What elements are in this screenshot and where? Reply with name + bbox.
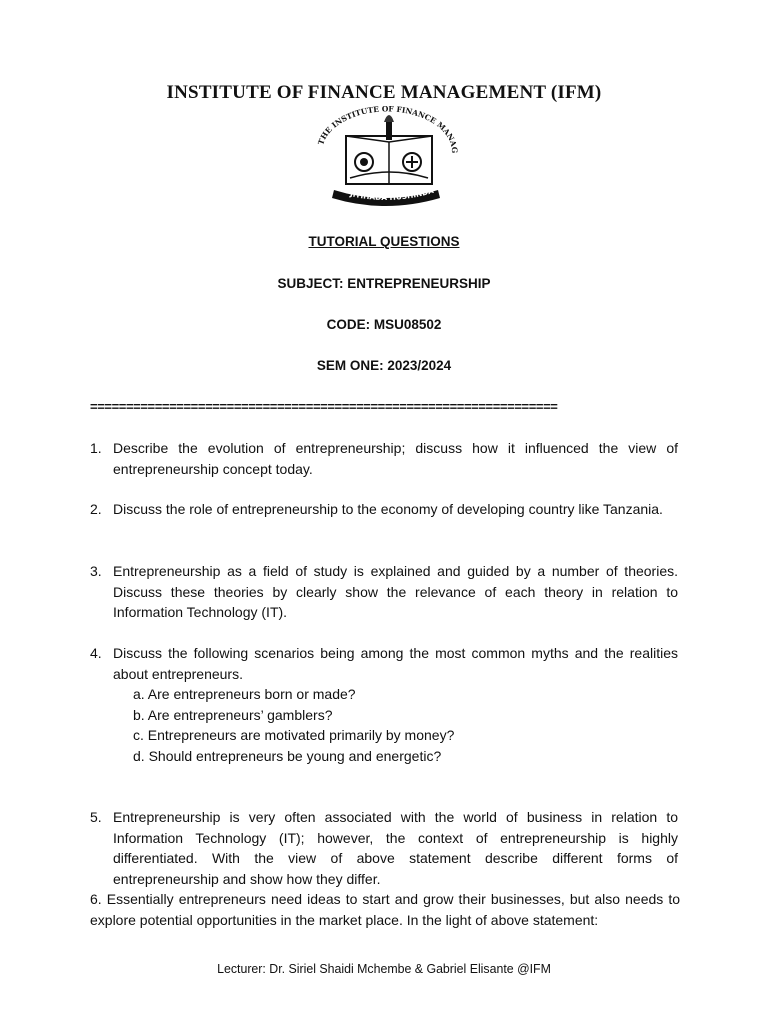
logo-arc-text: THE INSTITUTE OF FINANCE MANAG — [316, 106, 460, 154]
question-text: Discuss the role of entrepreneurship to the economy of developing country like Tanzania. — [113, 501, 663, 517]
question-number: 2. — [90, 501, 102, 517]
institute-title: INSTITUTE OF FINANCE MANAGEMENT (IFM) — [166, 82, 602, 103]
question-number: 3. — [90, 563, 102, 579]
question-text: Entrepreneurship is very often associated with the world of business in relation to Information Technology (IT); however, the context of entrepreneurship is highly differentiated. With the view of above statement describe different forms of entrepreneurship and show how they differ. — [113, 809, 678, 887]
question-6: 6. Essentially entrepreneurs need ideas to start and grow their businesses, but also needs to explore potential opportunities in the market place. In the light of above statement: — [90, 891, 680, 928]
question-2 — [90, 499, 678, 520]
tutorial-heading: TUTORIAL QUESTIONS — [308, 234, 460, 249]
question-number: 1. — [90, 440, 102, 456]
subject-heading: SUBJECT: ENTREPRENEURSHIP — [277, 276, 491, 291]
question-text: Entrepreneurship as a field of study is explained and guided by a number of theories. Discuss these theories by clearly show the relevance of each theory in relation to Information Technology (IT). — [113, 563, 678, 620]
semester-heading: SEM ONE: 2023/2024 — [316, 358, 452, 373]
logo-motto-text: JITIHADA HUSHINDA — [349, 185, 435, 203]
question-4-subitems — [133, 684, 454, 766]
subitem-d: d. Should entrepreneurs be young and energetic? — [133, 747, 442, 764]
subitem-a: a. Are entrepreneurs born or made? — [133, 686, 356, 702]
question-text: Discuss the following scenarios being among the most common myths and the realities about entrepreneurs. — [113, 645, 678, 682]
divider-line: ================================================================= — [90, 399, 558, 414]
subitem-b: b. Are entrepreneurs’ gamblers? — [133, 706, 333, 723]
question-4 — [90, 643, 678, 684]
crest-icon — [300, 106, 470, 214]
ifm-crest-logo — [300, 106, 470, 214]
question-number: 4. — [90, 645, 102, 661]
code-heading: CODE: MSU08502 — [326, 317, 442, 332]
lecturer-footer: Lecturer: Dr. Siriel Shaidi Mchembe & Gabriel Elisante @IFM — [217, 961, 551, 976]
question-number: 5. — [90, 809, 102, 825]
question-1 — [90, 438, 678, 479]
question-text: Describe the evolution of entrepreneurship; discuss how it influenced the view of entrepreneurship concept today. — [113, 440, 678, 477]
question-5 — [90, 807, 678, 889]
subitem-c: c. Entrepreneurs are motivated primarily by money? — [133, 727, 455, 743]
question-3 — [90, 561, 678, 623]
